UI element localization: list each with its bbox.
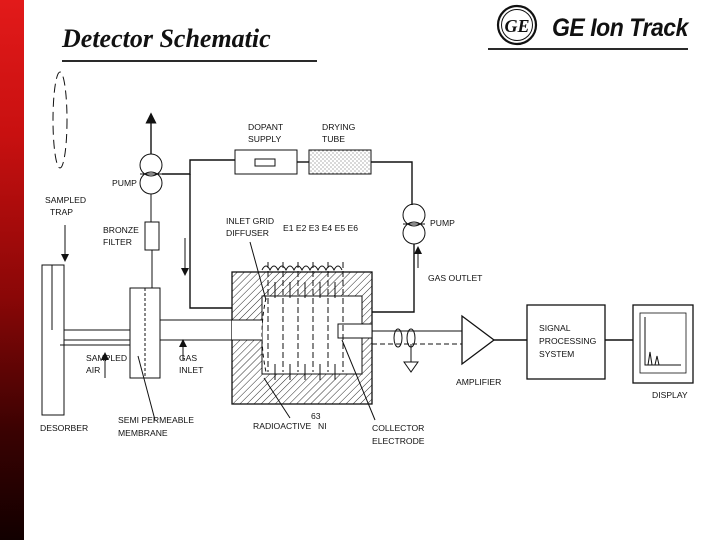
brand-name: GE Ion Track <box>552 14 688 42</box>
ge-logo-letters: GE <box>504 16 530 36</box>
detector-cell <box>232 272 372 404</box>
label-display: DISPLAY <box>652 390 688 400</box>
label-amplifier: AMPLIFIER <box>456 377 502 387</box>
label-desorber: DESORBER <box>40 423 89 433</box>
ge-logo-icon <box>498 6 536 44</box>
label-sampled-air-2: AIR <box>86 365 101 375</box>
pump-to-dopant-line <box>162 160 235 174</box>
outlet-line <box>372 244 414 312</box>
label-radioactive: RADIOACTIVE <box>253 421 312 431</box>
label-gas-inlet-1: GAS <box>179 353 198 363</box>
label-electrodes: E1 E2 E3 E4 E5 E6 <box>283 223 359 233</box>
label-sampled-air-1: SAMPLED <box>86 353 128 363</box>
label-membrane-2: MEMBRANE <box>118 428 168 438</box>
left-pump-icon <box>140 154 162 194</box>
label-pump-right: PUMP <box>430 218 455 228</box>
amplifier-icon <box>462 316 494 364</box>
label-drying-2: TUBE <box>322 134 345 144</box>
label-bronze-2: FILTER <box>103 237 132 247</box>
dryer-to-pump-line <box>371 162 412 205</box>
return-to-cell-line <box>190 174 232 308</box>
label-drying-1: DRYING <box>322 122 356 132</box>
slide-title: Detector Schematic <box>62 24 271 53</box>
label-membrane-1: SEMI PERMEABLE <box>118 415 194 425</box>
ground-symbol-icon <box>404 362 418 372</box>
label-pump-left: PUMP <box>112 178 137 188</box>
label-dopant-2: SUPPLY <box>248 134 282 144</box>
label-sampled-trap-2: TRAP <box>50 207 73 217</box>
right-pump-icon <box>403 204 425 244</box>
membrane-leader <box>138 356 155 420</box>
label-dopant-1: DOPANT <box>248 122 284 132</box>
label-collector-2: ELECTRODE <box>372 436 425 446</box>
label-signal-3: SYSTEM <box>539 349 575 359</box>
label-ni: NI <box>318 421 327 431</box>
label-gas-outlet: GAS OUTLET <box>428 273 483 283</box>
label-sampled-trap-1: SAMPLED <box>45 195 87 205</box>
desorber <box>42 265 130 415</box>
label-gas-inlet-2: INLET <box>179 365 204 375</box>
dashed-ellipse <box>53 72 67 168</box>
label-signal-1: SIGNAL <box>539 323 571 333</box>
label-inlet-grid-1: INLET GRID <box>226 216 275 226</box>
label-inlet-grid-2: DIFFUSER <box>226 228 269 238</box>
dopant-supply <box>235 150 297 174</box>
display-monitor <box>633 305 693 383</box>
label-ni-superscript: 63 <box>311 411 321 421</box>
label-bronze-1: BRONZE <box>103 225 139 235</box>
label-collector-1: COLLECTOR <box>372 423 425 433</box>
bronze-filter <box>145 222 159 250</box>
drying-tube <box>309 150 371 174</box>
label-signal-2: PROCESSING <box>539 336 597 346</box>
